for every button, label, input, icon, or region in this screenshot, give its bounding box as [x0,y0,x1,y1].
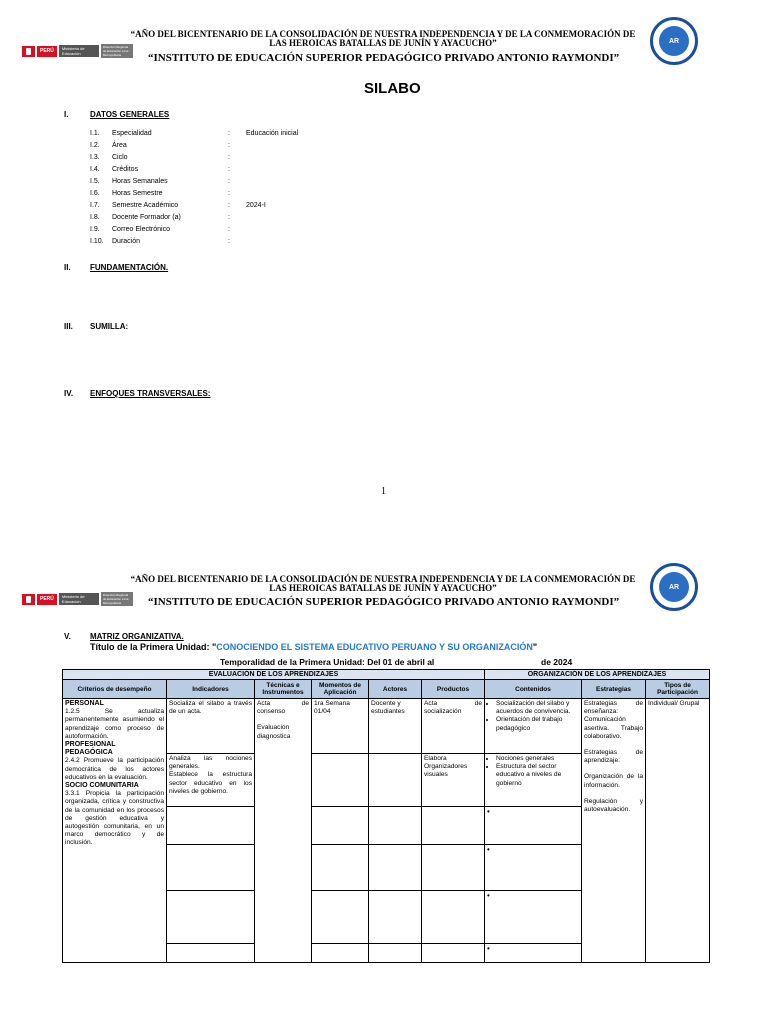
ministry-logo [22,44,133,58]
logo-peru-text: PERÚ [37,594,57,605]
col-productos: Productos [422,680,485,699]
table-row [63,699,710,754]
participacion-cell: Individual/ Grupal [646,699,710,963]
tecnica-item: Acta de consenso [257,700,309,716]
logo-sub-text: Dirección Regional de Educación Lima Metropolitana [101,592,133,606]
datos-label: Créditos [112,166,139,173]
column-header-row [63,680,710,699]
header-motto [118,30,648,48]
momento-cell [312,891,369,944]
datos-row [90,225,410,237]
estrategias-cell [582,699,646,963]
indicador-text: Analiza las nociones generales. [169,755,252,771]
datos-label: Especialidad [112,130,152,137]
indicador-text: Establece la estructura sector educativo en los niveles de gobierno. [169,771,252,795]
contenidos-cell [485,699,582,754]
datos-label: Área [112,142,127,149]
unit-title-prefix: Título de la Primera Unidad: " [90,642,217,652]
page-number: 1 [381,486,386,497]
actores-cell: Docente y estudiantes [369,699,422,754]
section-num-5: V. [64,632,71,641]
contenido-bullet: • [485,944,582,963]
datos-num: I.5. [90,178,100,185]
peru-flag-icon [22,594,35,605]
seal-text: AR [659,572,689,602]
datos-label: Horas Semestre [112,190,163,197]
datos-row [90,189,410,201]
tecnica-item: Evaluación diagnostica [257,724,291,740]
page-break [0,513,768,563]
indicador-cell [167,754,255,807]
criterio-heading: SOCIO COMUNITARIA [65,782,139,790]
contenido-item: • Orientación del trabajo pedagógico [496,716,579,732]
momento-cell [312,944,369,963]
section-enfoques-transversales: ENFOQUES TRANSVERSALES: [90,389,211,398]
institute-seal-icon [650,17,698,65]
col-estrategias: Estrategias [582,680,646,699]
section-matriz-organizativa: MATRIZ ORGANIZATIVA. [90,632,184,641]
page-title: SILABO [364,80,421,97]
producto-cell: Elabora Organizadores visuales [422,754,485,807]
contenido-bullet: • [485,807,582,845]
datos-num: I.4. [90,166,100,173]
datos-row [90,201,410,213]
section-num-4: IV. [64,389,74,398]
section-num-3: III. [64,322,73,331]
datos-colon: : [228,238,230,245]
indicador-cell [167,845,255,891]
logo-ministry-text: Ministerio de Educación [59,593,99,605]
actores-cell [369,891,422,944]
col-momentos: Momentos de Aplicación [312,680,369,699]
momento-cell: 1ra Semana 01/04 [312,699,369,754]
col-contenidos: Contenidos [485,680,582,699]
datos-row [90,213,410,225]
col-actores: Actores [369,680,422,699]
estrategia-item: Organización de la información. [584,773,644,789]
section-num-1: I. [64,110,69,119]
estrategia-item: Estrategias de enseñanza: Comunicación asertiva. Trabajo colaborativo. [584,700,644,740]
datos-label: Semestre Académico [112,202,179,209]
contenido-item: • Socialización del silabo y acuerdos de convivencia. [496,700,579,716]
datos-row [90,141,410,153]
tecnicas-cell [255,699,312,963]
institute-name: “INSTITUTO DE EDUCACIÓN SUPERIOR PEDAGÓGICO PRIVADO ANTONIO RAYMONDI” [148,596,620,608]
peru-flag-icon [22,46,35,57]
datos-colon: : [228,178,230,185]
actores-cell [369,754,422,807]
datos-colon: : [228,154,230,161]
datos-generales-list [90,129,410,254]
motto-line-2: LAS HEROICAS BATALLAS DE JUNÍN Y AYACUCHO” [269,583,497,593]
datos-num: I.9. [90,226,100,233]
header-motto [118,575,648,593]
datos-num: I.10. [90,238,104,245]
actores-cell [369,944,422,963]
momento-cell [312,754,369,807]
datos-num: I.3. [90,154,100,161]
producto-cell: Acta de socialización [422,699,485,754]
datos-label: Correo Electrónico [112,226,170,233]
datos-colon: : [228,142,230,149]
datos-row [90,237,410,249]
logo-sub-text: Dirección Regional de Educación Lima Metropolitana [101,44,133,58]
section-fundamentacion: FUNDAMENTACIÓN. [90,263,169,272]
col-criterios: Criterios de desempeño [63,680,167,699]
producto-cell [422,944,485,963]
institute-name: “INSTITUTO DE EDUCACIÓN SUPERIOR PEDAGÓGICO PRIVADO ANTONIO RAYMONDI” [148,52,620,64]
contenido-bullet: • [485,891,582,944]
datos-value: 2024-I [246,202,266,209]
estrategia-item: Regulación y autoevaluación. [584,797,644,814]
group-eval-header: EVALUACIÓN DE LOS APRENDIZAJES [63,670,485,680]
col-participacion: Tipos de Participación [646,680,710,699]
actores-cell [369,807,422,845]
datos-label: Horas Semanales [112,178,168,185]
indicador-cell [167,944,255,963]
unit-temporality: Temporalidad de la Primera Unidad: Del 01 de abril al [220,657,435,667]
datos-row [90,129,410,141]
estrategia-item: Estrategias de aprendizaje: [584,749,644,765]
datos-colon: : [228,190,230,197]
datos-num: I.7. [90,202,100,209]
contenidos-cell [485,754,582,807]
datos-colon: : [228,214,230,221]
motto-line-1: “AÑO DEL BICENTENARIO DE LA CONSOLIDACIÓN DE NUESTRA INDEPENDENCIA Y DE LA CONMEMORACIÓN DE [130,29,636,39]
producto-cell [422,807,485,845]
datos-label: Duración [112,238,141,245]
contenido-bullet: • [485,845,582,891]
group-header-row [63,670,710,680]
logo-ministry-text: Ministerio de Educación [59,45,99,57]
logo-peru-text: PERÚ [37,46,57,57]
criterio-text: 2.4.2 Promueve la participación democrática de los actores educativos en la evaluación. [65,757,164,781]
motto-line-1: “AÑO DEL BICENTENARIO DE LA CONSOLIDACIÓN DE NUESTRA INDEPENDENCIA Y DE LA CONMEMORACIÓN DE [130,574,636,584]
criterio-text: 1.2.5 Se actualiza permanentemente asumiendo el aprendizaje como proceso de autoformación. [65,708,164,740]
datos-colon: : [228,166,230,173]
section-datos-generales: DATOS GENERALES [90,110,170,119]
datos-colon: : [228,226,230,233]
unit-title: CONOCIENDO EL SISTEMA EDUCATIVO PERUANO Y SU ORGANIZACIÓN [216,642,533,652]
momento-cell [312,807,369,845]
ministry-logo [22,592,133,606]
datos-num: I.1. [90,130,100,137]
criterios-cell [63,699,167,963]
producto-cell [422,891,485,944]
matrix-table [62,669,710,963]
datos-num: I.6. [90,190,100,197]
datos-label: Ciclo [112,154,128,161]
indicador-cell: Socializa el silabo a través de un acta. [167,699,255,754]
criterio-heading: PROFESIONAL PEDAGÓGICA [65,741,116,757]
col-indicadores: Indicadores [167,680,255,699]
datos-row [90,177,410,189]
col-tecnicas: Técnicas e Instrumentos [255,680,312,699]
section-num-2: II. [64,263,71,272]
datos-row [90,165,410,177]
datos-row [90,153,410,165]
motto-line-2: LAS HEROICAS BATALLAS DE JUNÍN Y AYACUCHO” [269,38,497,48]
seal-text: AR [659,26,689,56]
institute-seal-icon [650,563,698,611]
momento-cell [312,845,369,891]
contenido-item: • Nociones generales [496,755,579,763]
indicador-cell [167,891,255,944]
actores-cell [369,845,422,891]
datos-num: I.8. [90,214,100,221]
group-org-header: ORGANIZACIÓN DE LOS APRENDIZAJES [485,670,710,680]
criterio-heading: PERSONAL [65,700,104,707]
datos-colon: : [228,202,230,209]
unit-temporality-year: de 2024 [541,657,573,667]
datos-value: Educación inicial [246,130,299,137]
datos-label: Docente Formador (a) [112,214,181,221]
contenido-item: • Estructura del sector educativo a niveles de gobierno [496,763,579,788]
datos-num: I.2. [90,142,100,149]
producto-cell [422,845,485,891]
unit-title-suffix: " [532,642,538,652]
unit-title-line [90,642,537,652]
criterio-text: 3.3.1 Propicia la participación organizada, crítica y constructiva de la comunidad en los procesos de gestión educativa y autogestión comunitaria, en un marco democrático y de inclusión. [65,790,164,847]
section-sumilla: SUMILLA: [90,322,129,331]
indicador-cell [167,807,255,845]
datos-colon: : [228,130,230,137]
